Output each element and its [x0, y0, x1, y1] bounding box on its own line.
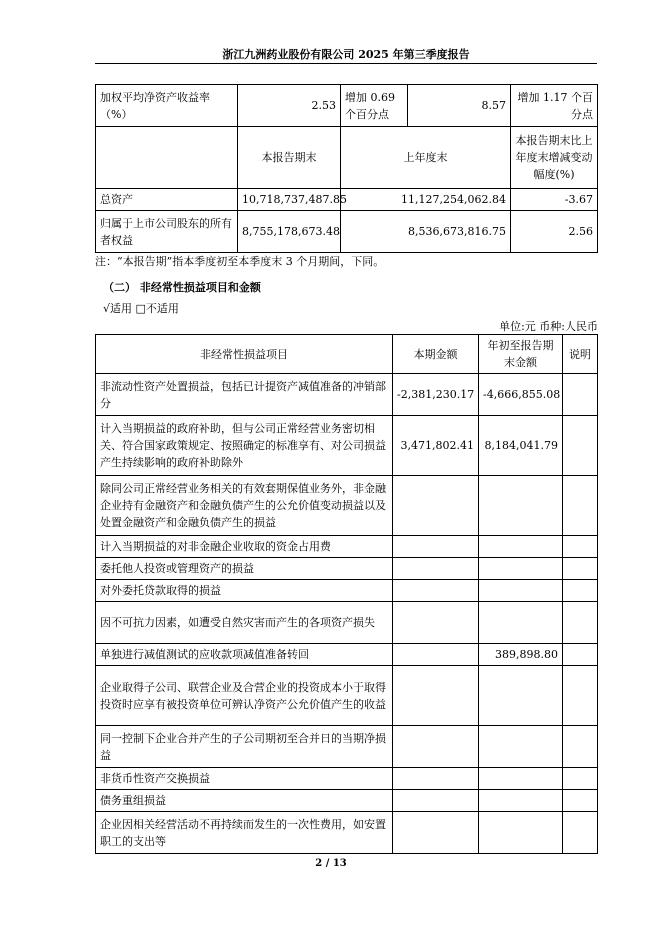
- cell-value: [393, 580, 479, 602]
- column-header: 上年度末: [341, 127, 511, 189]
- unit-label: 单位:元 币种:人民币: [499, 320, 598, 333]
- table-row: [96, 790, 598, 812]
- cell-value: -4,666,855.08: [479, 374, 563, 416]
- table-row: [96, 666, 598, 726]
- row-label: 同一控制下企业合并产生的子公司期初至合并日的当期净损益: [96, 726, 393, 768]
- cell-value: [479, 580, 563, 602]
- cell-value: -3.67: [511, 189, 598, 211]
- column-header: 说明: [563, 335, 598, 374]
- cell-value: 8,184,041.79: [479, 416, 563, 476]
- table-header-row: [96, 335, 598, 374]
- row-label: 单独进行减值测试的应收款项减值准备转回: [96, 644, 393, 666]
- cell-value: [393, 726, 479, 768]
- cell-value: [563, 580, 598, 602]
- row-label: 计入当期损益的对非金融企业收取的资金占用费: [96, 536, 393, 558]
- table-row: [96, 476, 598, 536]
- cell-value: [393, 666, 479, 726]
- table-row: [96, 374, 598, 416]
- cell-value: [393, 536, 479, 558]
- table-row: [96, 85, 598, 127]
- table-header-row: [96, 127, 598, 189]
- column-header: 年初至报告期末金额: [479, 335, 563, 374]
- section-title: （二） 非经常性损益项目和金额: [103, 281, 261, 294]
- row-label: 非流动性资产处置损益，包括已计提资产减值准备的冲销部分: [96, 374, 393, 416]
- cell-value: [563, 726, 598, 768]
- table-row: [96, 644, 598, 666]
- cell-value: [479, 666, 563, 726]
- cell-value: [393, 768, 479, 790]
- cell-value: [479, 790, 563, 812]
- cell-value: [563, 666, 598, 726]
- table-row: [96, 536, 598, 558]
- cell-value: 389,898.80: [479, 644, 563, 666]
- cell-value: [479, 812, 563, 854]
- cell-value: [563, 768, 598, 790]
- row-label: 加权平均净资产收益率（%）: [96, 85, 238, 127]
- row-label: 除同公司正常经营业务相关的有效套期保值业务外，非金融企业持有金融资产和金融负债产生的公允价值变动损益以及处置金融资产和金融负债产生的损益: [96, 476, 393, 536]
- applicability-checkbox: √适用 □不适用: [103, 302, 179, 315]
- row-label: 归属于上市公司股东的所有者权益: [96, 211, 238, 253]
- report-header: 浙江九洲药业股份有限公司 2025 年第三季度报告: [222, 48, 470, 61]
- column-header: 本期金额: [393, 335, 479, 374]
- non-recurring-gains-table: [95, 334, 598, 854]
- cell-value: [393, 476, 479, 536]
- table-row: [96, 580, 598, 602]
- row-label: 非货币性资产交换损益: [96, 768, 393, 790]
- column-header: 本报告期末比上年度末增减变动幅度(%): [511, 127, 598, 189]
- cell-value: [563, 558, 598, 580]
- cell-value: -2,381,230.17: [393, 374, 479, 416]
- row-label: 计入当期损益的政府补助，但与公司正常经营业务密切相关、符合国家政策规定、按照确定的标准享有、对公司损益产生持续影响的政府补助除外: [96, 416, 393, 476]
- cell-value: 2.56: [511, 211, 598, 253]
- table-row: [96, 189, 598, 211]
- table-row: [96, 768, 598, 790]
- cell-value: 8.57: [408, 85, 511, 127]
- cell-value: [479, 768, 563, 790]
- cell-value: [393, 558, 479, 580]
- cell-value: [393, 644, 479, 666]
- column-header: 非经常性损益项目: [96, 335, 393, 374]
- cell-value: [479, 476, 563, 536]
- cell-value: [563, 416, 598, 476]
- cell-value: 10,718,737,487.85: [238, 189, 341, 211]
- cell-value: 增加 0.69 个百分点: [341, 85, 408, 127]
- cell-value: [479, 726, 563, 768]
- table-row: [96, 558, 598, 580]
- cell-value: 增加 1.17 个百分点: [511, 85, 598, 127]
- financial-summary-table: [95, 84, 598, 253]
- cell-value: [393, 790, 479, 812]
- row-label: 委托他人投资或管理资产的损益: [96, 558, 393, 580]
- cell-value: [563, 374, 598, 416]
- cell-value: [393, 602, 479, 644]
- table-row: [96, 726, 598, 768]
- cell-value: [563, 644, 598, 666]
- cell-value: [479, 536, 563, 558]
- cell-value: [393, 812, 479, 854]
- row-label: 企业取得子公司、联营企业及合营企业的投资成本小于取得投资时应享有被投资单位可辨认净资产公允价值产生的收益: [96, 666, 393, 726]
- row-label: 对外委托贷款取得的损益: [96, 580, 393, 602]
- cell-value: [563, 790, 598, 812]
- row-label: 总资产: [96, 189, 238, 211]
- column-header: 本报告期末: [238, 127, 341, 189]
- table-row: [96, 416, 598, 476]
- cell-value: 8,755,178,673.48: [238, 211, 341, 253]
- row-label: 因不可抗力因素，如遭受自然灾害而产生的各项资产损失: [96, 602, 393, 644]
- cell-value: 8,536,673,816.75: [341, 211, 511, 253]
- cell-value: 3,471,802.41: [393, 416, 479, 476]
- row-label: 债务重组损益: [96, 790, 393, 812]
- row-label: 企业因相关经营活动不再持续而发生的一次性费用，如安置职工的支出等: [96, 812, 393, 854]
- cell-value: 2.53: [238, 85, 341, 127]
- cell-value: [563, 602, 598, 644]
- cell-value: [563, 536, 598, 558]
- table-row: [96, 211, 598, 253]
- table-row: [96, 602, 598, 644]
- table-row: [96, 812, 598, 854]
- table-note: 注：“本报告期”指本季度初至本季度末 3 个月期间，下同。: [95, 255, 385, 268]
- cell-value: [479, 558, 563, 580]
- cell-value: [563, 812, 598, 854]
- cell-value: [563, 476, 598, 536]
- page-number: 2 / 13: [315, 858, 347, 869]
- cell-value: [479, 602, 563, 644]
- header-rule: [95, 63, 597, 64]
- cell-value: 11,127,254,062.84: [341, 189, 511, 211]
